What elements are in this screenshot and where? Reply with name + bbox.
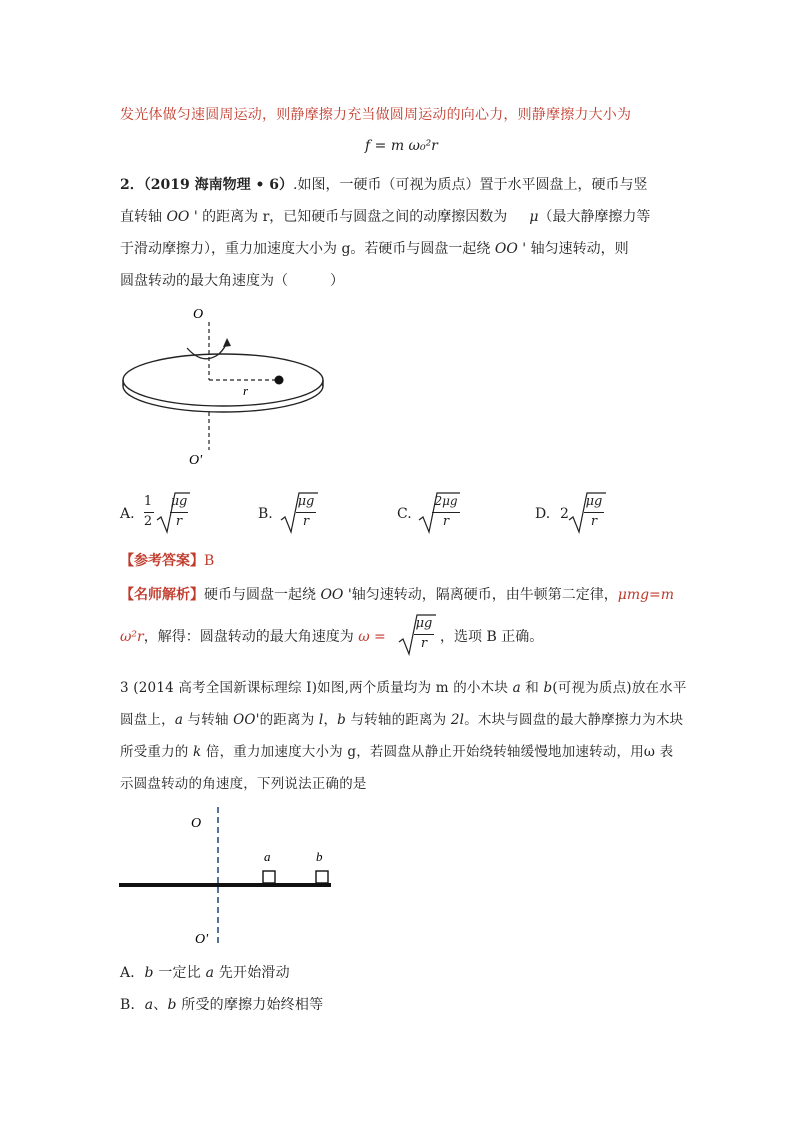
- option-a-letter[interactable]: A.: [120, 506, 135, 522]
- q3-line3-b: 倍，重力加速度大小为 g，若圆盘从静止开始绕转轴缓慢地加速转动，用ω 表: [201, 744, 674, 760]
- answer-label: 【参考答案】: [120, 553, 204, 569]
- q3-line2-a: 圆盘上，: [120, 712, 175, 728]
- q2-line2: [120, 206, 650, 226]
- option-a-den: r: [175, 514, 183, 529]
- q3-line2-b: 与转轴: [183, 712, 234, 728]
- option-d-coef: 2: [560, 506, 569, 522]
- analysis-num: μg: [415, 616, 433, 631]
- analysis-line2-b: ，解得：圆盘转动的最大角速度为: [143, 629, 359, 645]
- q3-option-b-letter: B．: [120, 997, 145, 1013]
- q2-line3-b: 轴匀速转动，则: [526, 241, 629, 257]
- block-b: [316, 871, 328, 883]
- analysis-omega-sq-r: ω²r: [120, 629, 144, 645]
- q3-option-a-b: b: [144, 965, 154, 981]
- q3-figure: [115, 805, 345, 955]
- q3-oo: OO': [233, 712, 260, 728]
- option-b-num: μg: [297, 494, 315, 509]
- q3-line1-b: 和: [520, 680, 544, 696]
- q2-line1: [120, 174, 647, 194]
- q2-label-o-prime: O': [189, 453, 203, 468]
- q3-option-a-text2: 先开始滑动: [214, 965, 290, 981]
- option-d-letter[interactable]: D.: [535, 506, 551, 522]
- q2-number: 2．: [120, 177, 144, 193]
- q3-2l: 2l: [450, 712, 465, 728]
- q2-analysis-line1: [120, 584, 674, 604]
- q3-line2-d: ，: [323, 712, 338, 728]
- option-a-coef-num: 1: [143, 494, 153, 509]
- q3-option-b-b: b: [167, 997, 177, 1013]
- q3-option-a-text1: 一定比: [153, 965, 206, 981]
- q3-a-2: a: [174, 712, 184, 728]
- analysis-label: 【名师解析】: [120, 587, 204, 603]
- q3-option-a-a: a: [205, 965, 215, 981]
- block-a: [263, 871, 275, 883]
- q2-analysis-line2: [120, 626, 386, 646]
- q3-line2-c: 的距离为: [259, 712, 319, 728]
- q3-b: b: [543, 680, 553, 696]
- q3-line1-c: (可视为质点)放在水平: [552, 680, 687, 696]
- q2-line2-a: 直转轴: [120, 209, 167, 225]
- q3-label-a: a: [264, 849, 271, 864]
- option-d-den: r: [590, 514, 598, 529]
- q3-line4: 示圆盘转动的角速度，下列说法正确的是: [120, 776, 367, 792]
- q1-tail-text: 发光体做匀速圆周运动，则静摩擦力充当做圆周运动的向心力，则静摩擦力大小为: [120, 107, 632, 123]
- q3-line3: [120, 740, 673, 760]
- q3-option-b-a: a: [144, 997, 154, 1013]
- coin-dot: [275, 376, 284, 385]
- q2-label-r: r: [243, 383, 249, 398]
- option-d-num: μg: [585, 494, 603, 509]
- analysis-eq: μmg=m: [617, 587, 675, 603]
- q3-line1: [120, 676, 687, 696]
- q1-formula: f = m ω₀²r: [365, 138, 438, 154]
- q3-a: a: [512, 680, 521, 696]
- q3-option-a[interactable]: [120, 962, 290, 982]
- q2-line4: 圆盘转动的最大角速度为（ ）: [120, 273, 344, 289]
- q2-line3-a: 于滑动摩擦力），重力加速度大小为 g。若硬币与圆盘一起绕: [120, 241, 495, 257]
- option-b-letter[interactable]: B.: [258, 506, 273, 522]
- option-c-num: 2μg: [434, 494, 458, 508]
- analysis-den: r: [420, 636, 428, 651]
- option-c-letter[interactable]: C.: [397, 506, 412, 522]
- q3-line3-a: 所受重力的: [120, 744, 193, 760]
- analysis-omega: ω =: [358, 629, 386, 645]
- option-a-coef-den: 2: [143, 514, 153, 529]
- option-b-den: r: [302, 514, 310, 529]
- option-c-den: r: [442, 514, 450, 529]
- q2-source: （2019 海南物理 • 6）: [143, 177, 294, 193]
- q3-b-2: b: [337, 712, 346, 728]
- q2-line3: [120, 238, 629, 258]
- q2-answer: [120, 550, 214, 570]
- option-a-num: μg: [170, 494, 188, 509]
- q3-l: l: [318, 712, 324, 728]
- q3-label-o-prime: O': [195, 932, 209, 947]
- answer-value: B: [204, 553, 215, 569]
- analysis-text1: 硬币与圆盘一起绕: [204, 587, 321, 603]
- analysis-text2: 轴匀速转动，隔离硬币，由牛顿第二定律，: [351, 587, 618, 603]
- q3-option-b-text: 所受的摩擦力始终相等: [176, 997, 324, 1013]
- q3-option-b[interactable]: [120, 994, 323, 1014]
- q2-line2-b: 的距离为 r，已知硬币与圆盘之间的动摩擦因数为: [197, 209, 508, 225]
- q2-label-o: O: [193, 307, 204, 322]
- q3-label-o: O: [191, 816, 202, 831]
- q3-line2: [120, 708, 683, 728]
- q2-disc-figure: [115, 300, 335, 475]
- analysis-oo: OO ': [320, 587, 352, 603]
- q2-line2-c: （最大静摩擦力等: [538, 209, 651, 225]
- q3-line2-f: 。木块与圆盘的最大静摩擦力为木块: [464, 712, 684, 728]
- q2-axis-oo: OO ': [166, 209, 198, 225]
- q3-label-b: b: [316, 849, 323, 864]
- q3-k: k: [193, 744, 202, 760]
- q2-axis-oo-2: OO ': [494, 241, 527, 257]
- q3-option-b-sep: 、: [153, 997, 168, 1013]
- analysis-line2-c: ，选项 B 正确。: [440, 629, 544, 645]
- q3-option-a-letter: A．: [120, 965, 145, 981]
- q2-mu: μ: [529, 209, 539, 225]
- q3-line2-e: 与转轴的距离为: [345, 712, 451, 728]
- q2-line1-text: .如图，一硬币（可视为质点）置于水平圆盘上，硬币与竖: [293, 177, 648, 193]
- q3-line1-a: 3 (2014 高考全国新课标理综 I)如图,两个质量均为 m 的小木块: [120, 680, 513, 696]
